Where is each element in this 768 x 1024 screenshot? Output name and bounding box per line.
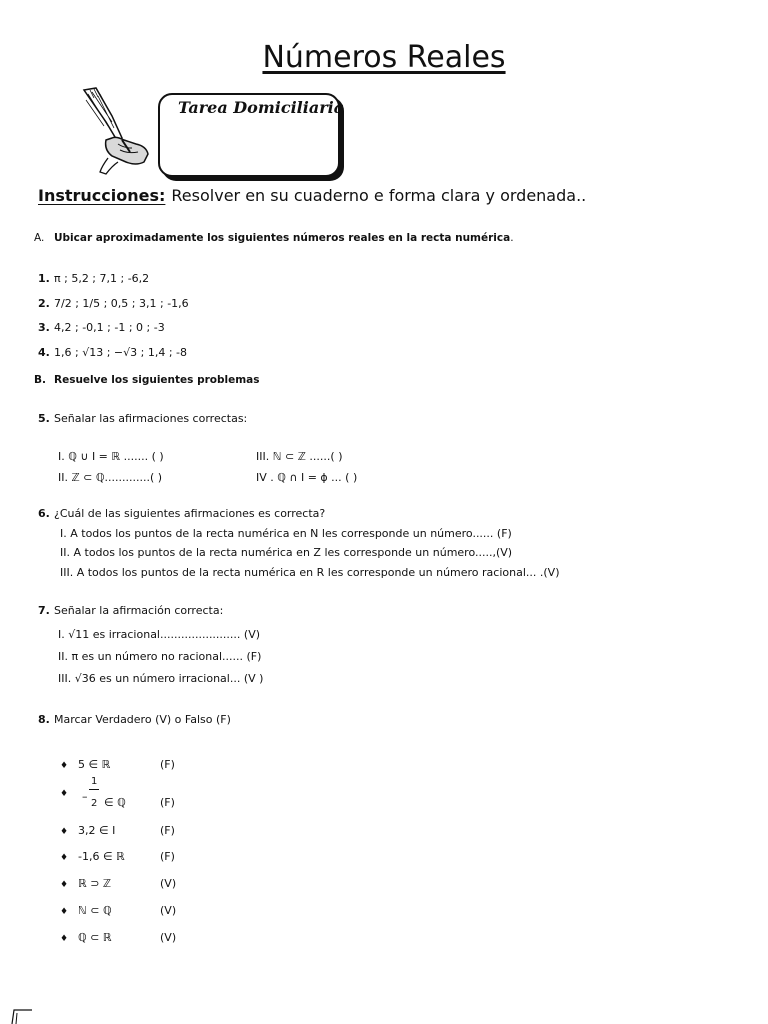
item-text: 7/2 ; 1/5 ; 0,5 ; 3,1 ; -1,6 (54, 297, 189, 310)
list-item (60, 877, 111, 890)
q6-option-3: III. A todos los puntos de la recta numérica en R les corresponde un número racional... .(V) (60, 566, 560, 579)
question-7 (38, 604, 223, 617)
instructions-heading: Instrucciones: (38, 186, 166, 205)
list-item (60, 904, 112, 917)
list-item (60, 931, 112, 944)
q5-option-3: III. ℕ ⊂ ℤ ......( ) (256, 450, 343, 463)
item-expr: ℝ ⊃ ℤ (78, 877, 112, 890)
fraction-denominator: 2 (91, 798, 98, 809)
list-item (60, 758, 110, 771)
quill-hand-icon (78, 86, 158, 178)
question-number: 7. (38, 604, 50, 617)
question-number: 8. (38, 713, 50, 726)
section-a: A. Ubicar aproximadamente los siguientes números reales en la recta numérica. (34, 232, 514, 244)
bullet-icon: ♦ (60, 853, 69, 863)
item-expr: -1,6 ∈ ℝ (78, 850, 125, 863)
item-number: 4. (38, 346, 50, 359)
q7-option-1: I. √11 es irracional....................... (V) (58, 628, 261, 641)
question-text: Señalar las afirmaciones correctas: (54, 412, 248, 425)
section-a-letter: A. (34, 232, 45, 244)
list-item (38, 346, 187, 359)
section-b-letter: B. (34, 374, 46, 386)
item-value: (F) (160, 796, 175, 809)
section-b-text: Resuelve los siguientes problemas (54, 374, 260, 386)
bullet-icon: ♦ (60, 827, 69, 837)
item-expr: ℕ ⊂ ℚ (78, 904, 112, 917)
tarea-label: Tarea Domiciliaria (178, 98, 345, 117)
question-text: Señalar la afirmación correcta: (54, 604, 224, 617)
item-expr: ℚ ⊂ ℝ (78, 931, 112, 944)
list-item (60, 850, 125, 863)
item-expr: 5 ∈ ℝ (78, 758, 111, 771)
question-8 (38, 713, 231, 726)
q7-option-2: II. π es un número no racional...... (F) (58, 650, 262, 663)
list-item (38, 321, 165, 334)
q5-option-4: IV . ℚ ∩ I = ϕ ... ( ) (256, 471, 358, 484)
instructions (38, 186, 586, 205)
question-5 (38, 412, 247, 425)
item-value: (F) (160, 850, 175, 863)
q5-option-2: II. ℤ ⊂ ℚ.............( ) (58, 471, 163, 484)
item-value: (V) (160, 877, 177, 890)
bullet-icon: ♦ (60, 934, 69, 944)
item-text: π ; 5,2 ; 7,1 ; -6,2 (54, 272, 150, 285)
question-text: ¿Cuál de las siguientes afirmaciones es correcta? (54, 507, 326, 520)
bullet-icon: ♦ (60, 907, 69, 917)
question-number: 6. (38, 507, 50, 520)
bullet-icon: ♦ (60, 761, 69, 771)
minus-sign: – (82, 790, 88, 803)
q7-option-3: III. √36 es un número irracional... (V ) (58, 672, 264, 685)
item-expr: 3,2 ∈ I (78, 824, 116, 837)
section-a-text: Ubicar aproximadamente los siguientes números reales en la recta numérica (54, 232, 511, 244)
question-number: 5. (38, 412, 50, 425)
fraction-numerator: 1 (91, 776, 98, 787)
list-item (60, 824, 115, 837)
q6-option-2: II. A todos los puntos de la recta numérica en Z les corresponde un número.....,(V) (60, 546, 513, 559)
question-text: Marcar Verdadero (V) o Falso (F) (54, 713, 231, 726)
item-text: 1,6 ; √13 ; −√3 ; 1,4 ; -8 (54, 346, 187, 359)
item-value: (F) (160, 758, 175, 771)
fraction-bar (89, 789, 99, 790)
question-6 (38, 507, 325, 520)
instructions-text: Resolver en su cuaderno e forma clara y ordenada.. (171, 186, 587, 205)
bullet-icon: ♦ (60, 789, 69, 799)
item-text: 4,2 ; -0,1 ; -1 ; 0 ; -3 (54, 321, 165, 334)
q5-option-1: I. ℚ ∪ I = ℝ ....... ( ) (58, 450, 164, 463)
list-item (38, 297, 189, 310)
item-value: (V) (160, 904, 177, 917)
item-number: 3. (38, 321, 50, 334)
q6-option-1: I. A todos los puntos de la recta numérica en N les corresponde un número...... (F) (60, 527, 512, 540)
item-number: 2. (38, 297, 50, 310)
item-expr: ∈ ℚ (104, 796, 126, 809)
item-value: (F) (160, 824, 175, 837)
corner-mark-icon (6, 1004, 34, 1024)
list-item (38, 272, 149, 285)
bullet-icon: ♦ (60, 880, 69, 890)
item-number: 1. (38, 272, 50, 285)
list-item (60, 786, 78, 799)
page-title: Números Reales (262, 40, 506, 75)
item-value: (V) (160, 931, 177, 944)
section-b (34, 374, 260, 386)
